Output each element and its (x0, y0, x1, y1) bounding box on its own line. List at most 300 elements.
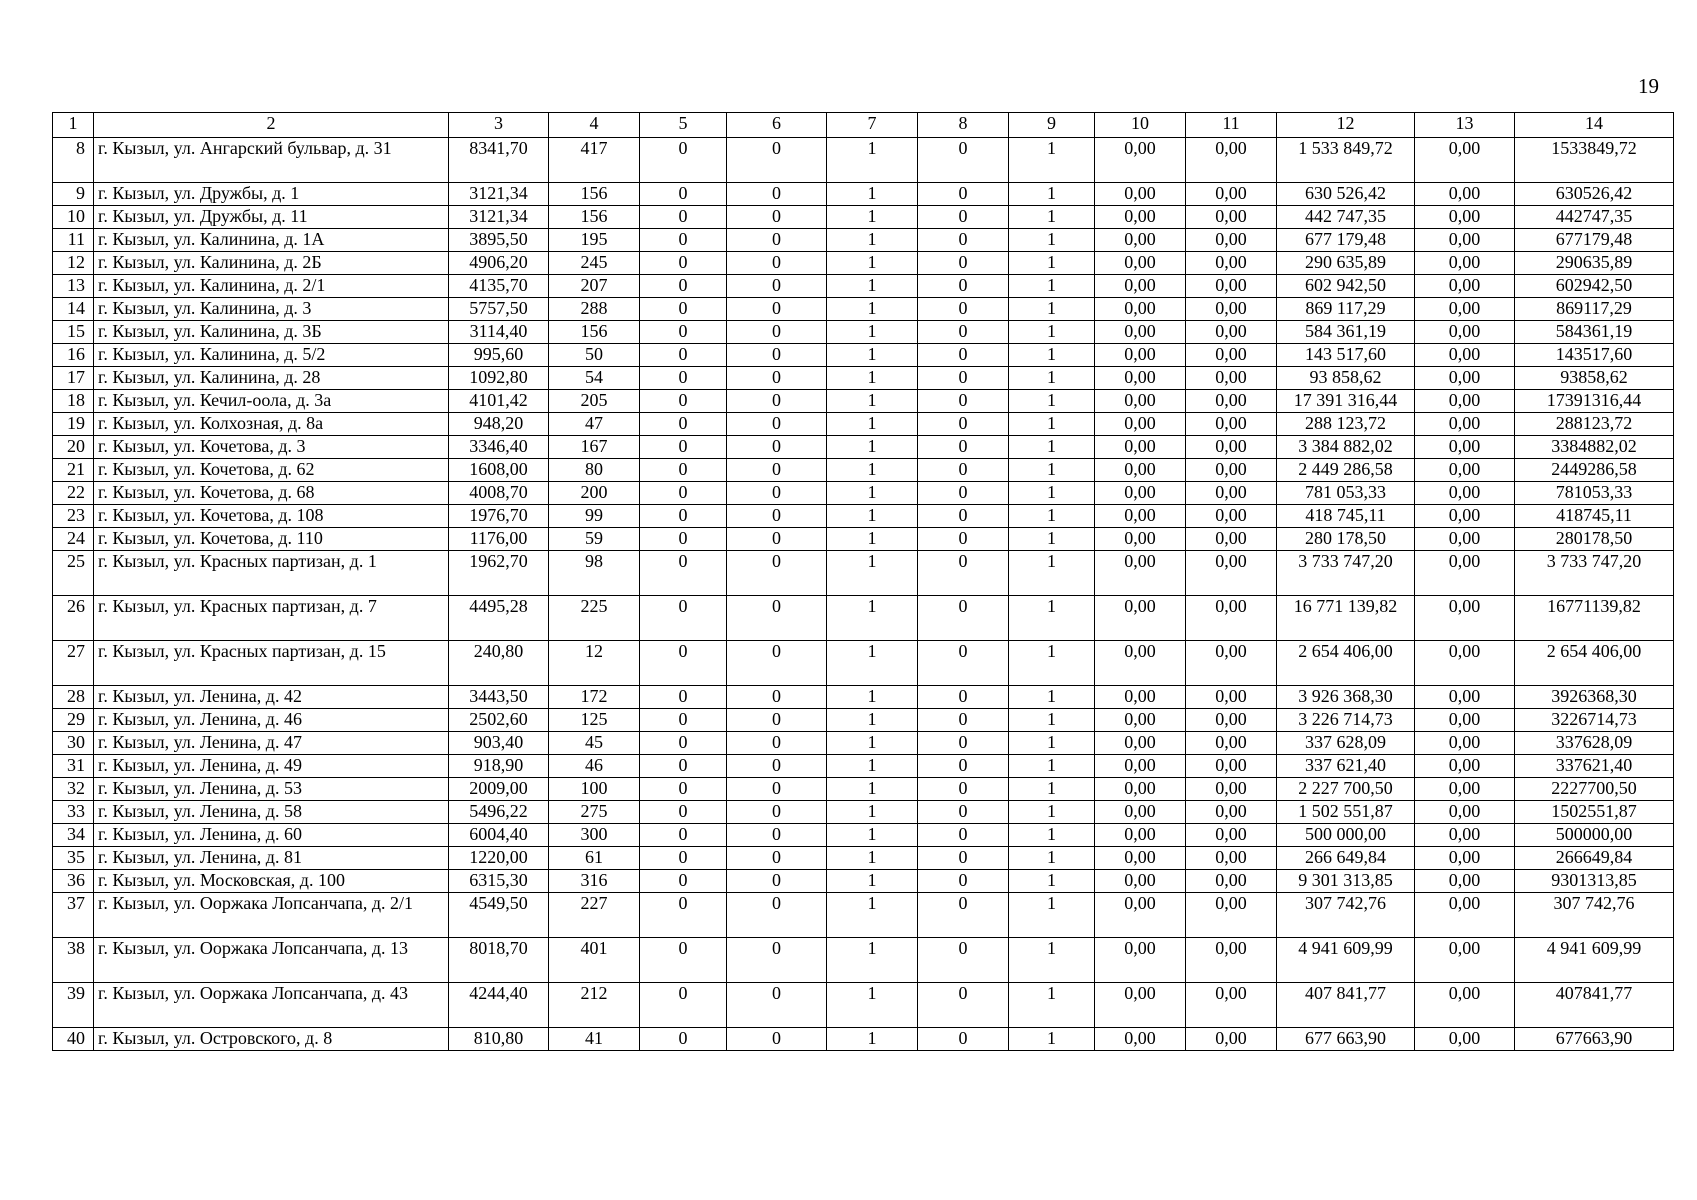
value-cell: 1 (1009, 482, 1095, 505)
column-header: 3 (449, 113, 549, 138)
column-header: 1 (53, 113, 94, 138)
value-cell: 0,00 (1095, 229, 1186, 252)
value-cell: 245 (549, 252, 640, 275)
value-cell: 0 (640, 252, 727, 275)
value-cell: 0 (640, 801, 727, 824)
value-cell: 0,00 (1186, 413, 1277, 436)
value-cell: 1 (1009, 732, 1095, 755)
value-cell: 0 (640, 321, 727, 344)
value-cell: 1 (827, 755, 918, 778)
value-cell: 1 (1009, 641, 1095, 686)
value-cell: 1 (827, 413, 918, 436)
value-cell: 0 (640, 551, 727, 596)
value-cell: 0 (727, 275, 827, 298)
table-row (53, 183, 1674, 206)
value-cell: 212 (549, 983, 640, 1028)
value-cell: 12 (549, 641, 640, 686)
table-row (53, 390, 1674, 413)
table-row (53, 870, 1674, 893)
value-cell: 0 (727, 390, 827, 413)
value-cell: 3226714,73 (1515, 709, 1674, 732)
value-cell: 2227700,50 (1515, 778, 1674, 801)
value-cell: 0 (727, 206, 827, 229)
value-cell: 0,00 (1095, 1028, 1186, 1051)
value-cell: 8018,70 (449, 938, 549, 983)
value-cell: 500 000,00 (1277, 824, 1415, 847)
value-cell: 0 (918, 709, 1009, 732)
value-cell: 80 (549, 459, 640, 482)
value-cell: 401 (549, 938, 640, 983)
value-cell: 0 (727, 459, 827, 482)
value-cell: 290635,89 (1515, 252, 1674, 275)
value-cell: 0 (727, 482, 827, 505)
row-number: 33 (53, 801, 94, 824)
value-cell: 0 (918, 870, 1009, 893)
column-header: 9 (1009, 113, 1095, 138)
value-cell: 0,00 (1415, 528, 1515, 551)
table-row (53, 938, 1674, 983)
column-header: 7 (827, 113, 918, 138)
value-cell: 0,00 (1095, 183, 1186, 206)
value-cell: 0 (918, 528, 1009, 551)
value-cell: 4 941 609,99 (1277, 938, 1415, 983)
value-cell: 0,00 (1415, 252, 1515, 275)
value-cell: 0,00 (1415, 983, 1515, 1028)
value-cell: 0,00 (1186, 938, 1277, 983)
address-cell: г. Кызыл, ул. Кочетова, д. 110 (94, 528, 449, 551)
value-cell: 205 (549, 390, 640, 413)
value-cell: 47 (549, 413, 640, 436)
value-cell: 0 (918, 482, 1009, 505)
value-cell: 0,00 (1095, 847, 1186, 870)
value-cell: 143517,60 (1515, 344, 1674, 367)
value-cell: 0,00 (1186, 367, 1277, 390)
value-cell: 0 (918, 847, 1009, 870)
value-cell: 0,00 (1415, 1028, 1515, 1051)
value-cell: 3443,50 (449, 686, 549, 709)
address-cell: г. Кызыл, ул. Ооржака Лопсанчапа, д. 43 (94, 983, 449, 1028)
column-header: 13 (1415, 113, 1515, 138)
value-cell: 0 (918, 1028, 1009, 1051)
value-cell: 1 (827, 596, 918, 641)
value-cell: 442747,35 (1515, 206, 1674, 229)
value-cell: 0 (918, 367, 1009, 390)
value-cell: 0,00 (1186, 436, 1277, 459)
column-header: 4 (549, 113, 640, 138)
value-cell: 0,00 (1415, 847, 1515, 870)
address-cell: г. Кызыл, ул. Красных партизан, д. 1 (94, 551, 449, 596)
value-cell: 0,00 (1186, 801, 1277, 824)
row-number: 23 (53, 505, 94, 528)
table-row (53, 824, 1674, 847)
value-cell: 156 (549, 183, 640, 206)
value-cell: 0,00 (1186, 551, 1277, 596)
value-cell: 0,00 (1186, 528, 1277, 551)
value-cell: 3384882,02 (1515, 436, 1674, 459)
address-cell: г. Кызыл, ул. Колхозная, д. 8а (94, 413, 449, 436)
row-number: 12 (53, 252, 94, 275)
value-cell: 0 (640, 778, 727, 801)
value-cell: 0 (640, 390, 727, 413)
value-cell: 0,00 (1186, 893, 1277, 938)
value-cell: 0 (640, 983, 727, 1028)
row-number: 29 (53, 709, 94, 732)
value-cell: 1 (827, 551, 918, 596)
value-cell: 9 301 313,85 (1277, 870, 1415, 893)
value-cell: 2009,00 (449, 778, 549, 801)
value-cell: 0,00 (1095, 344, 1186, 367)
value-cell: 1 (1009, 983, 1095, 1028)
address-cell: г. Кызыл, ул. Ленина, д. 47 (94, 732, 449, 755)
value-cell: 0 (918, 138, 1009, 183)
value-cell: 337621,40 (1515, 755, 1674, 778)
table-row (53, 528, 1674, 551)
value-cell: 995,60 (449, 344, 549, 367)
value-cell: 0,00 (1186, 596, 1277, 641)
value-cell: 0,00 (1415, 413, 1515, 436)
value-cell: 0 (918, 824, 1009, 847)
column-header: 10 (1095, 113, 1186, 138)
value-cell: 0 (727, 755, 827, 778)
value-cell: 0,00 (1186, 824, 1277, 847)
value-cell: 1 (827, 275, 918, 298)
value-cell: 6315,30 (449, 870, 549, 893)
value-cell: 0 (727, 938, 827, 983)
value-cell: 0,00 (1095, 275, 1186, 298)
table-row (53, 801, 1674, 824)
value-cell: 0,00 (1415, 732, 1515, 755)
value-cell: 0 (727, 183, 827, 206)
value-cell: 0 (918, 413, 1009, 436)
value-cell: 0 (727, 252, 827, 275)
address-cell: г. Кызыл, ул. Ленина, д. 60 (94, 824, 449, 847)
value-cell: 266649,84 (1515, 847, 1674, 870)
value-cell: 337 621,40 (1277, 755, 1415, 778)
value-cell: 1533849,72 (1515, 138, 1674, 183)
row-number: 17 (53, 367, 94, 390)
value-cell: 630526,42 (1515, 183, 1674, 206)
value-cell: 418745,11 (1515, 505, 1674, 528)
value-cell: 0 (727, 778, 827, 801)
value-cell: 1 (1009, 596, 1095, 641)
value-cell: 156 (549, 206, 640, 229)
value-cell: 0,00 (1415, 755, 1515, 778)
address-cell: г. Кызыл, ул. Ленина, д. 53 (94, 778, 449, 801)
value-cell: 0 (918, 938, 1009, 983)
value-cell: 0,00 (1095, 893, 1186, 938)
value-cell: 0,00 (1415, 938, 1515, 983)
value-cell: 0,00 (1415, 551, 1515, 596)
value-cell: 0,00 (1415, 367, 1515, 390)
value-cell: 0,00 (1186, 755, 1277, 778)
value-cell: 0,00 (1095, 755, 1186, 778)
address-cell: г. Кызыл, ул. Московская, д. 100 (94, 870, 449, 893)
value-cell: 290 635,89 (1277, 252, 1415, 275)
table-row (53, 252, 1674, 275)
value-cell: 0 (640, 138, 727, 183)
value-cell: 0,00 (1186, 275, 1277, 298)
value-cell: 0 (640, 482, 727, 505)
value-cell: 0 (727, 983, 827, 1028)
value-cell: 225 (549, 596, 640, 641)
row-number: 15 (53, 321, 94, 344)
value-cell: 0,00 (1186, 390, 1277, 413)
value-cell: 5496,22 (449, 801, 549, 824)
column-header: 2 (94, 113, 449, 138)
value-cell: 0 (918, 459, 1009, 482)
value-cell: 1 (827, 321, 918, 344)
value-cell: 0,00 (1186, 870, 1277, 893)
value-cell: 1 (1009, 755, 1095, 778)
value-cell: 0,00 (1415, 183, 1515, 206)
table-row (53, 459, 1674, 482)
value-cell: 0 (918, 252, 1009, 275)
value-cell: 0,00 (1095, 801, 1186, 824)
value-cell: 207 (549, 275, 640, 298)
row-number: 9 (53, 183, 94, 206)
value-cell: 0,00 (1415, 229, 1515, 252)
value-cell: 0,00 (1095, 206, 1186, 229)
row-number: 19 (53, 413, 94, 436)
value-cell: 4549,50 (449, 893, 549, 938)
value-cell: 0 (918, 344, 1009, 367)
value-cell: 1 (827, 482, 918, 505)
value-cell: 584 361,19 (1277, 321, 1415, 344)
table-row (53, 413, 1674, 436)
value-cell: 3346,40 (449, 436, 549, 459)
address-cell: г. Кызыл, ул. Дружбы, д. 11 (94, 206, 449, 229)
value-cell: 1 (1009, 893, 1095, 938)
value-cell: 0,00 (1186, 505, 1277, 528)
value-cell: 1 (827, 893, 918, 938)
value-cell: 300 (549, 824, 640, 847)
value-cell: 45 (549, 732, 640, 755)
value-cell: 4 941 609,99 (1515, 938, 1674, 983)
value-cell: 0 (918, 983, 1009, 1028)
value-cell: 0 (640, 344, 727, 367)
value-cell: 337 628,09 (1277, 732, 1415, 755)
value-cell: 100 (549, 778, 640, 801)
value-cell: 0,00 (1095, 870, 1186, 893)
row-number: 25 (53, 551, 94, 596)
value-cell: 0 (640, 732, 727, 755)
value-cell: 1 (827, 459, 918, 482)
value-cell: 0 (727, 298, 827, 321)
table-row (53, 275, 1674, 298)
value-cell: 1 (827, 686, 918, 709)
value-cell: 0 (918, 390, 1009, 413)
value-cell: 50 (549, 344, 640, 367)
value-cell: 1 (1009, 505, 1095, 528)
value-cell: 6004,40 (449, 824, 549, 847)
value-cell: 1 (1009, 528, 1095, 551)
value-cell: 1 (1009, 459, 1095, 482)
column-header: 5 (640, 113, 727, 138)
value-cell: 0,00 (1095, 938, 1186, 983)
address-cell: г. Кызыл, ул. Островского, д. 8 (94, 1028, 449, 1051)
value-cell: 1 (1009, 138, 1095, 183)
value-cell: 1502551,87 (1515, 801, 1674, 824)
value-cell: 3 733 747,20 (1277, 551, 1415, 596)
value-cell: 0,00 (1415, 206, 1515, 229)
row-number: 13 (53, 275, 94, 298)
value-cell: 0 (727, 870, 827, 893)
value-cell: 0 (727, 321, 827, 344)
row-number: 34 (53, 824, 94, 847)
value-cell: 156 (549, 321, 640, 344)
value-cell: 0,00 (1415, 801, 1515, 824)
value-cell: 307 742,76 (1277, 893, 1415, 938)
value-cell: 2 654 406,00 (1277, 641, 1415, 686)
value-cell: 1 (1009, 390, 1095, 413)
value-cell: 9301313,85 (1515, 870, 1674, 893)
value-cell: 0 (727, 551, 827, 596)
value-cell: 584361,19 (1515, 321, 1674, 344)
value-cell: 0,00 (1186, 983, 1277, 1028)
value-cell: 0 (727, 413, 827, 436)
address-cell: г. Кызыл, ул. Кочетова, д. 108 (94, 505, 449, 528)
value-cell: 1 (1009, 321, 1095, 344)
value-cell: 0 (640, 755, 727, 778)
value-cell: 0,00 (1186, 252, 1277, 275)
value-cell: 3 926 368,30 (1277, 686, 1415, 709)
row-number: 28 (53, 686, 94, 709)
value-cell: 0,00 (1095, 983, 1186, 1028)
address-cell: г. Кызыл, ул. Ооржака Лопсанчапа, д. 13 (94, 938, 449, 983)
address-cell: г. Кызыл, ул. Кечил-оола, д. 3а (94, 390, 449, 413)
value-cell: 0,00 (1415, 321, 1515, 344)
value-cell: 3 384 882,02 (1277, 436, 1415, 459)
column-header: 14 (1515, 113, 1674, 138)
column-header: 8 (918, 113, 1009, 138)
value-cell: 630 526,42 (1277, 183, 1415, 206)
value-cell: 61 (549, 847, 640, 870)
value-cell: 781 053,33 (1277, 482, 1415, 505)
value-cell: 0,00 (1095, 732, 1186, 755)
value-cell: 2 449 286,58 (1277, 459, 1415, 482)
address-cell: г. Кызыл, ул. Калинина, д. 28 (94, 367, 449, 390)
row-number: 38 (53, 938, 94, 983)
value-cell: 0 (918, 801, 1009, 824)
value-cell: 0,00 (1186, 778, 1277, 801)
value-cell: 0 (727, 1028, 827, 1051)
value-cell: 4906,20 (449, 252, 549, 275)
table-row (53, 732, 1674, 755)
page-number: 19 (1638, 74, 1659, 98)
table-row (53, 1028, 1674, 1051)
value-cell: 0 (640, 709, 727, 732)
value-cell: 0 (727, 367, 827, 390)
row-number: 8 (53, 138, 94, 183)
value-cell: 1 (827, 1028, 918, 1051)
value-cell: 1 (827, 390, 918, 413)
value-cell: 0 (727, 709, 827, 732)
table-row (53, 436, 1674, 459)
value-cell: 1 (1009, 436, 1095, 459)
value-cell: 0,00 (1186, 709, 1277, 732)
value-cell: 0,00 (1095, 709, 1186, 732)
value-cell: 0 (640, 298, 727, 321)
value-cell: 418 745,11 (1277, 505, 1415, 528)
value-cell: 98 (549, 551, 640, 596)
value-cell: 0,00 (1186, 344, 1277, 367)
value-cell: 0 (640, 893, 727, 938)
value-cell: 0 (918, 596, 1009, 641)
value-cell: 2502,60 (449, 709, 549, 732)
value-cell: 195 (549, 229, 640, 252)
table-row (53, 983, 1674, 1028)
value-cell: 1 (1009, 824, 1095, 847)
value-cell: 17391316,44 (1515, 390, 1674, 413)
table-row (53, 367, 1674, 390)
value-cell: 948,20 (449, 413, 549, 436)
table-row (53, 709, 1674, 732)
value-cell: 0 (918, 551, 1009, 596)
value-cell: 1608,00 (449, 459, 549, 482)
value-cell: 0 (727, 893, 827, 938)
value-cell: 0,00 (1415, 641, 1515, 686)
value-cell: 4135,70 (449, 275, 549, 298)
address-cell: г. Кызыл, ул. Кочетова, д. 62 (94, 459, 449, 482)
value-cell: 810,80 (449, 1028, 549, 1051)
value-cell: 240,80 (449, 641, 549, 686)
value-cell: 0 (727, 801, 827, 824)
value-cell: 0,00 (1415, 275, 1515, 298)
value-cell: 1 (1009, 709, 1095, 732)
value-cell: 0 (727, 847, 827, 870)
value-cell: 0 (640, 1028, 727, 1051)
value-cell: 1 (827, 870, 918, 893)
value-cell: 3 226 714,73 (1277, 709, 1415, 732)
row-number: 18 (53, 390, 94, 413)
value-cell: 280 178,50 (1277, 528, 1415, 551)
value-cell: 3895,50 (449, 229, 549, 252)
value-cell: 93 858,62 (1277, 367, 1415, 390)
value-cell: 0 (640, 367, 727, 390)
value-cell: 307 742,76 (1515, 893, 1674, 938)
value-cell: 0,00 (1095, 505, 1186, 528)
value-cell: 0,00 (1186, 138, 1277, 183)
value-cell: 0,00 (1095, 551, 1186, 596)
value-cell: 1 (1009, 778, 1095, 801)
value-cell: 125 (549, 709, 640, 732)
value-cell: 1 (827, 778, 918, 801)
value-cell: 0 (918, 298, 1009, 321)
value-cell: 0,00 (1186, 459, 1277, 482)
value-cell: 0 (727, 528, 827, 551)
value-cell: 167 (549, 436, 640, 459)
value-cell: 1 (1009, 298, 1095, 321)
value-cell: 0,00 (1095, 482, 1186, 505)
value-cell: 0 (918, 183, 1009, 206)
value-cell: 0 (640, 229, 727, 252)
value-cell: 0,00 (1095, 298, 1186, 321)
value-cell: 0 (640, 459, 727, 482)
value-cell: 0 (640, 183, 727, 206)
value-cell: 1 (1009, 551, 1095, 596)
value-cell: 1 (1009, 206, 1095, 229)
row-number: 32 (53, 778, 94, 801)
value-cell: 0 (640, 436, 727, 459)
row-number: 30 (53, 732, 94, 755)
value-cell: 0 (727, 229, 827, 252)
address-cell: г. Кызыл, ул. Ленина, д. 81 (94, 847, 449, 870)
row-number: 40 (53, 1028, 94, 1051)
value-cell: 0,00 (1415, 778, 1515, 801)
value-cell: 1 (827, 824, 918, 847)
value-cell: 1 (827, 983, 918, 1028)
value-cell: 0 (640, 824, 727, 847)
